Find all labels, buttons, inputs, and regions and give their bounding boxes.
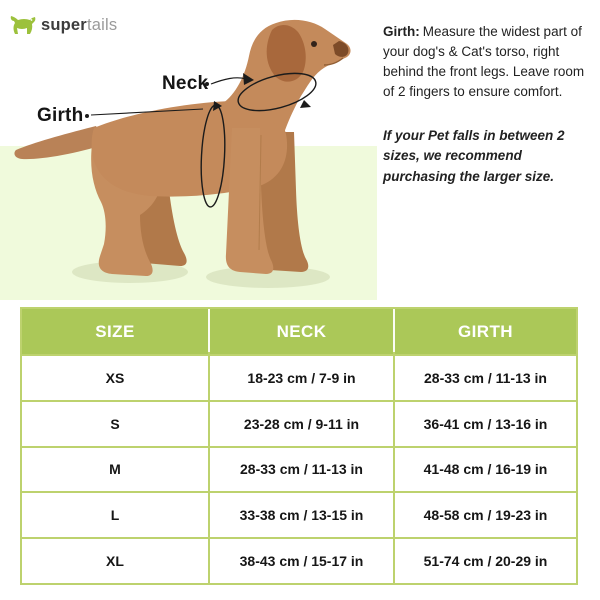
cell-size-m: M [22,448,208,492]
cell-girth-l: 48-58 cm / 19-23 in [395,493,576,537]
column-header-neck: NECK [210,309,393,354]
column-header-size: SIZE [22,309,208,354]
between-sizes-note: If your Pet falls in between 2 sizes, we recommend purchasing the larger size. [383,128,565,184]
cell-girth-xl: 51-74 cm / 20-29 in [395,539,576,583]
brand-name-tails: tails [86,15,118,34]
size-table [20,307,578,585]
brand-name-super: super [41,15,87,34]
girth-instructions [383,22,587,102]
cell-neck-xl: 38-43 cm / 15-17 in [210,539,393,583]
brand-logo [8,12,117,38]
girth-label: Girth [37,105,84,126]
dog-eye [311,41,317,47]
cell-neck-m: 28-33 cm / 11-13 in [210,448,393,492]
cell-size-s: S [22,402,208,446]
cell-neck-xs: 18-23 cm / 7-9 in [210,356,393,400]
brand-name [41,16,117,35]
column-header-girth: GIRTH [395,309,576,354]
cell-neck-l: 33-38 cm / 13-15 in [210,493,393,537]
header-separator [208,309,210,352]
cell-girth-s: 36-41 cm / 13-16 in [395,402,576,446]
neck-label: Neck [162,73,209,94]
girth-leader-dot [85,114,89,118]
neck-arrowhead-icon [300,100,311,108]
girth-instructions-body: Measure the widest part of your dog's & Cat's torso, right behind the front legs. Leave room of 2 fingers to ensure comfort. [383,24,585,99]
cell-size-xl: XL [22,539,208,583]
cell-size-xs: XS [22,356,208,400]
cell-girth-m: 41-48 cm / 16-19 in [395,448,576,492]
cell-girth-xs: 28-33 cm / 11-13 in [395,356,576,400]
cell-size-l: L [22,493,208,537]
girth-instructions-title: Girth: [383,24,420,39]
header-separator [393,309,395,352]
dog-logo-icon [8,12,38,38]
cell-neck-s: 23-28 cm / 9-11 in [210,402,393,446]
